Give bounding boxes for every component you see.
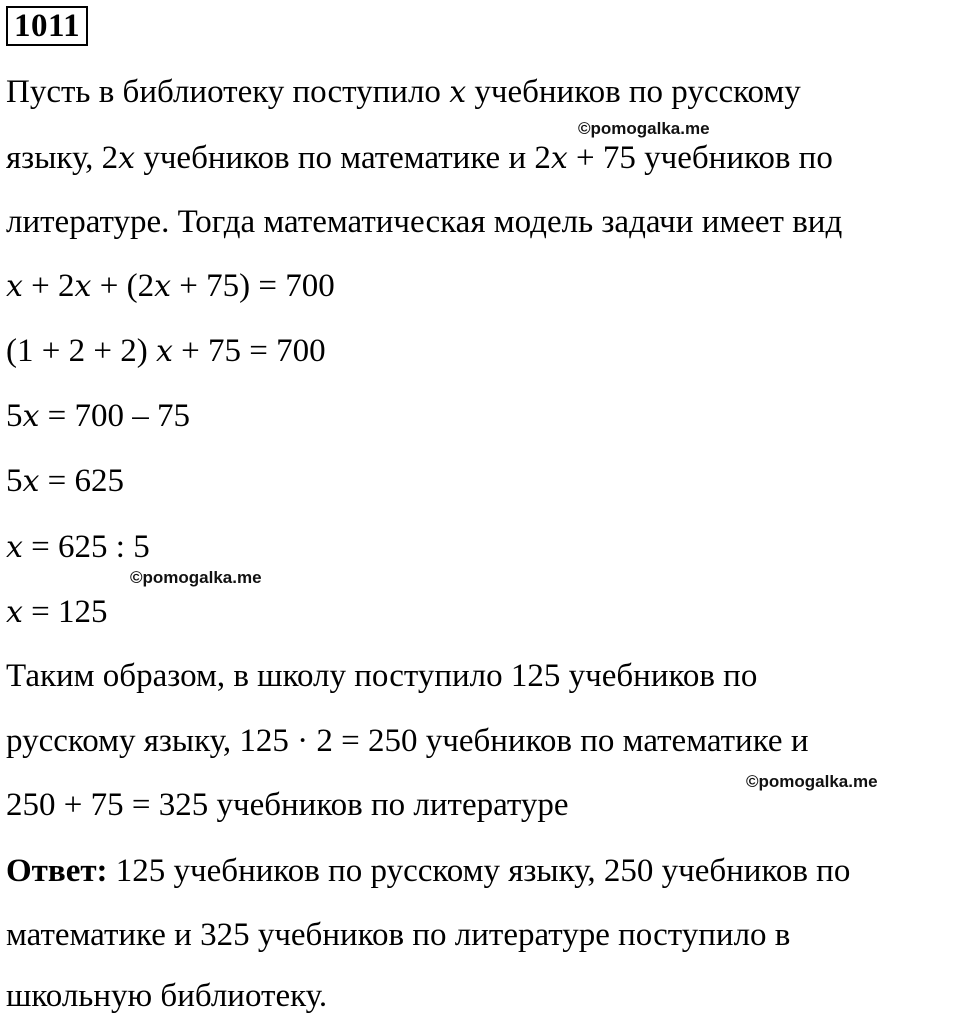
intro-line-3: литературе. Тогда математическая модель задачи имеет вид [6,204,843,240]
answer-line-1 [6,851,850,891]
variable: x [155,334,173,369]
variable: x [6,595,23,630]
variable: x [74,269,92,304]
text: + 75) = 700 [171,268,335,304]
text: учебников по математике и 2 [135,140,551,176]
variable: x [22,464,40,499]
text: языку, 2 [6,140,119,176]
answer-line-2: математике и 325 учебников по литературе поступило в [6,917,791,953]
variable: x [449,75,467,110]
watermark: ©pomogalka.me [578,119,710,138]
problem-number: 1011 [6,6,88,46]
equation-3 [6,396,190,437]
variable: x [6,269,23,304]
text: учебников по русскому [466,74,801,110]
equation-1 [6,266,335,307]
conclusion-line-1: Таким образом, в школу поступило 125 учебников по [6,658,758,694]
text: = 125 [22,594,108,630]
text: = 625 : 5 [22,529,150,565]
variable: x [22,399,40,434]
text: + 75 учебников по [567,140,833,176]
conclusion-line-3: 250 + 75 = 325 учебников по литературе [6,787,569,823]
text: + 2 [22,268,75,304]
variable: x [118,141,136,176]
answer-label: Ответ: [6,853,108,889]
variable: x [154,269,171,304]
conclusion-line-2: русскому языку, 125 · 2 = 250 учебников по математике и [6,723,809,759]
text: Пусть в библиотеку поступило [6,74,450,110]
text: 5 [6,398,23,434]
intro-line-1 [6,72,801,113]
answer-line-3: школьную библиотеку. [6,978,328,1014]
equation-4 [6,461,124,502]
variable: x [550,141,568,176]
intro-line-2 [6,138,833,179]
watermark: ©pomogalka.me [746,772,878,791]
text: 5 [6,463,23,499]
text: = 700 – 75 [39,398,191,434]
equation-2 [6,331,326,372]
text: + 75 = 700 [172,333,326,369]
equation-5 [6,527,150,568]
watermark: ©pomogalka.me [130,568,262,587]
equation-6 [6,592,108,633]
text: 125 учебников по русскому языку, 250 учебников по [107,853,851,889]
text: (1 + 2 + 2) [6,333,156,369]
text: = 625 [39,463,125,499]
variable: x [6,530,23,565]
text: + (2 [91,268,155,304]
